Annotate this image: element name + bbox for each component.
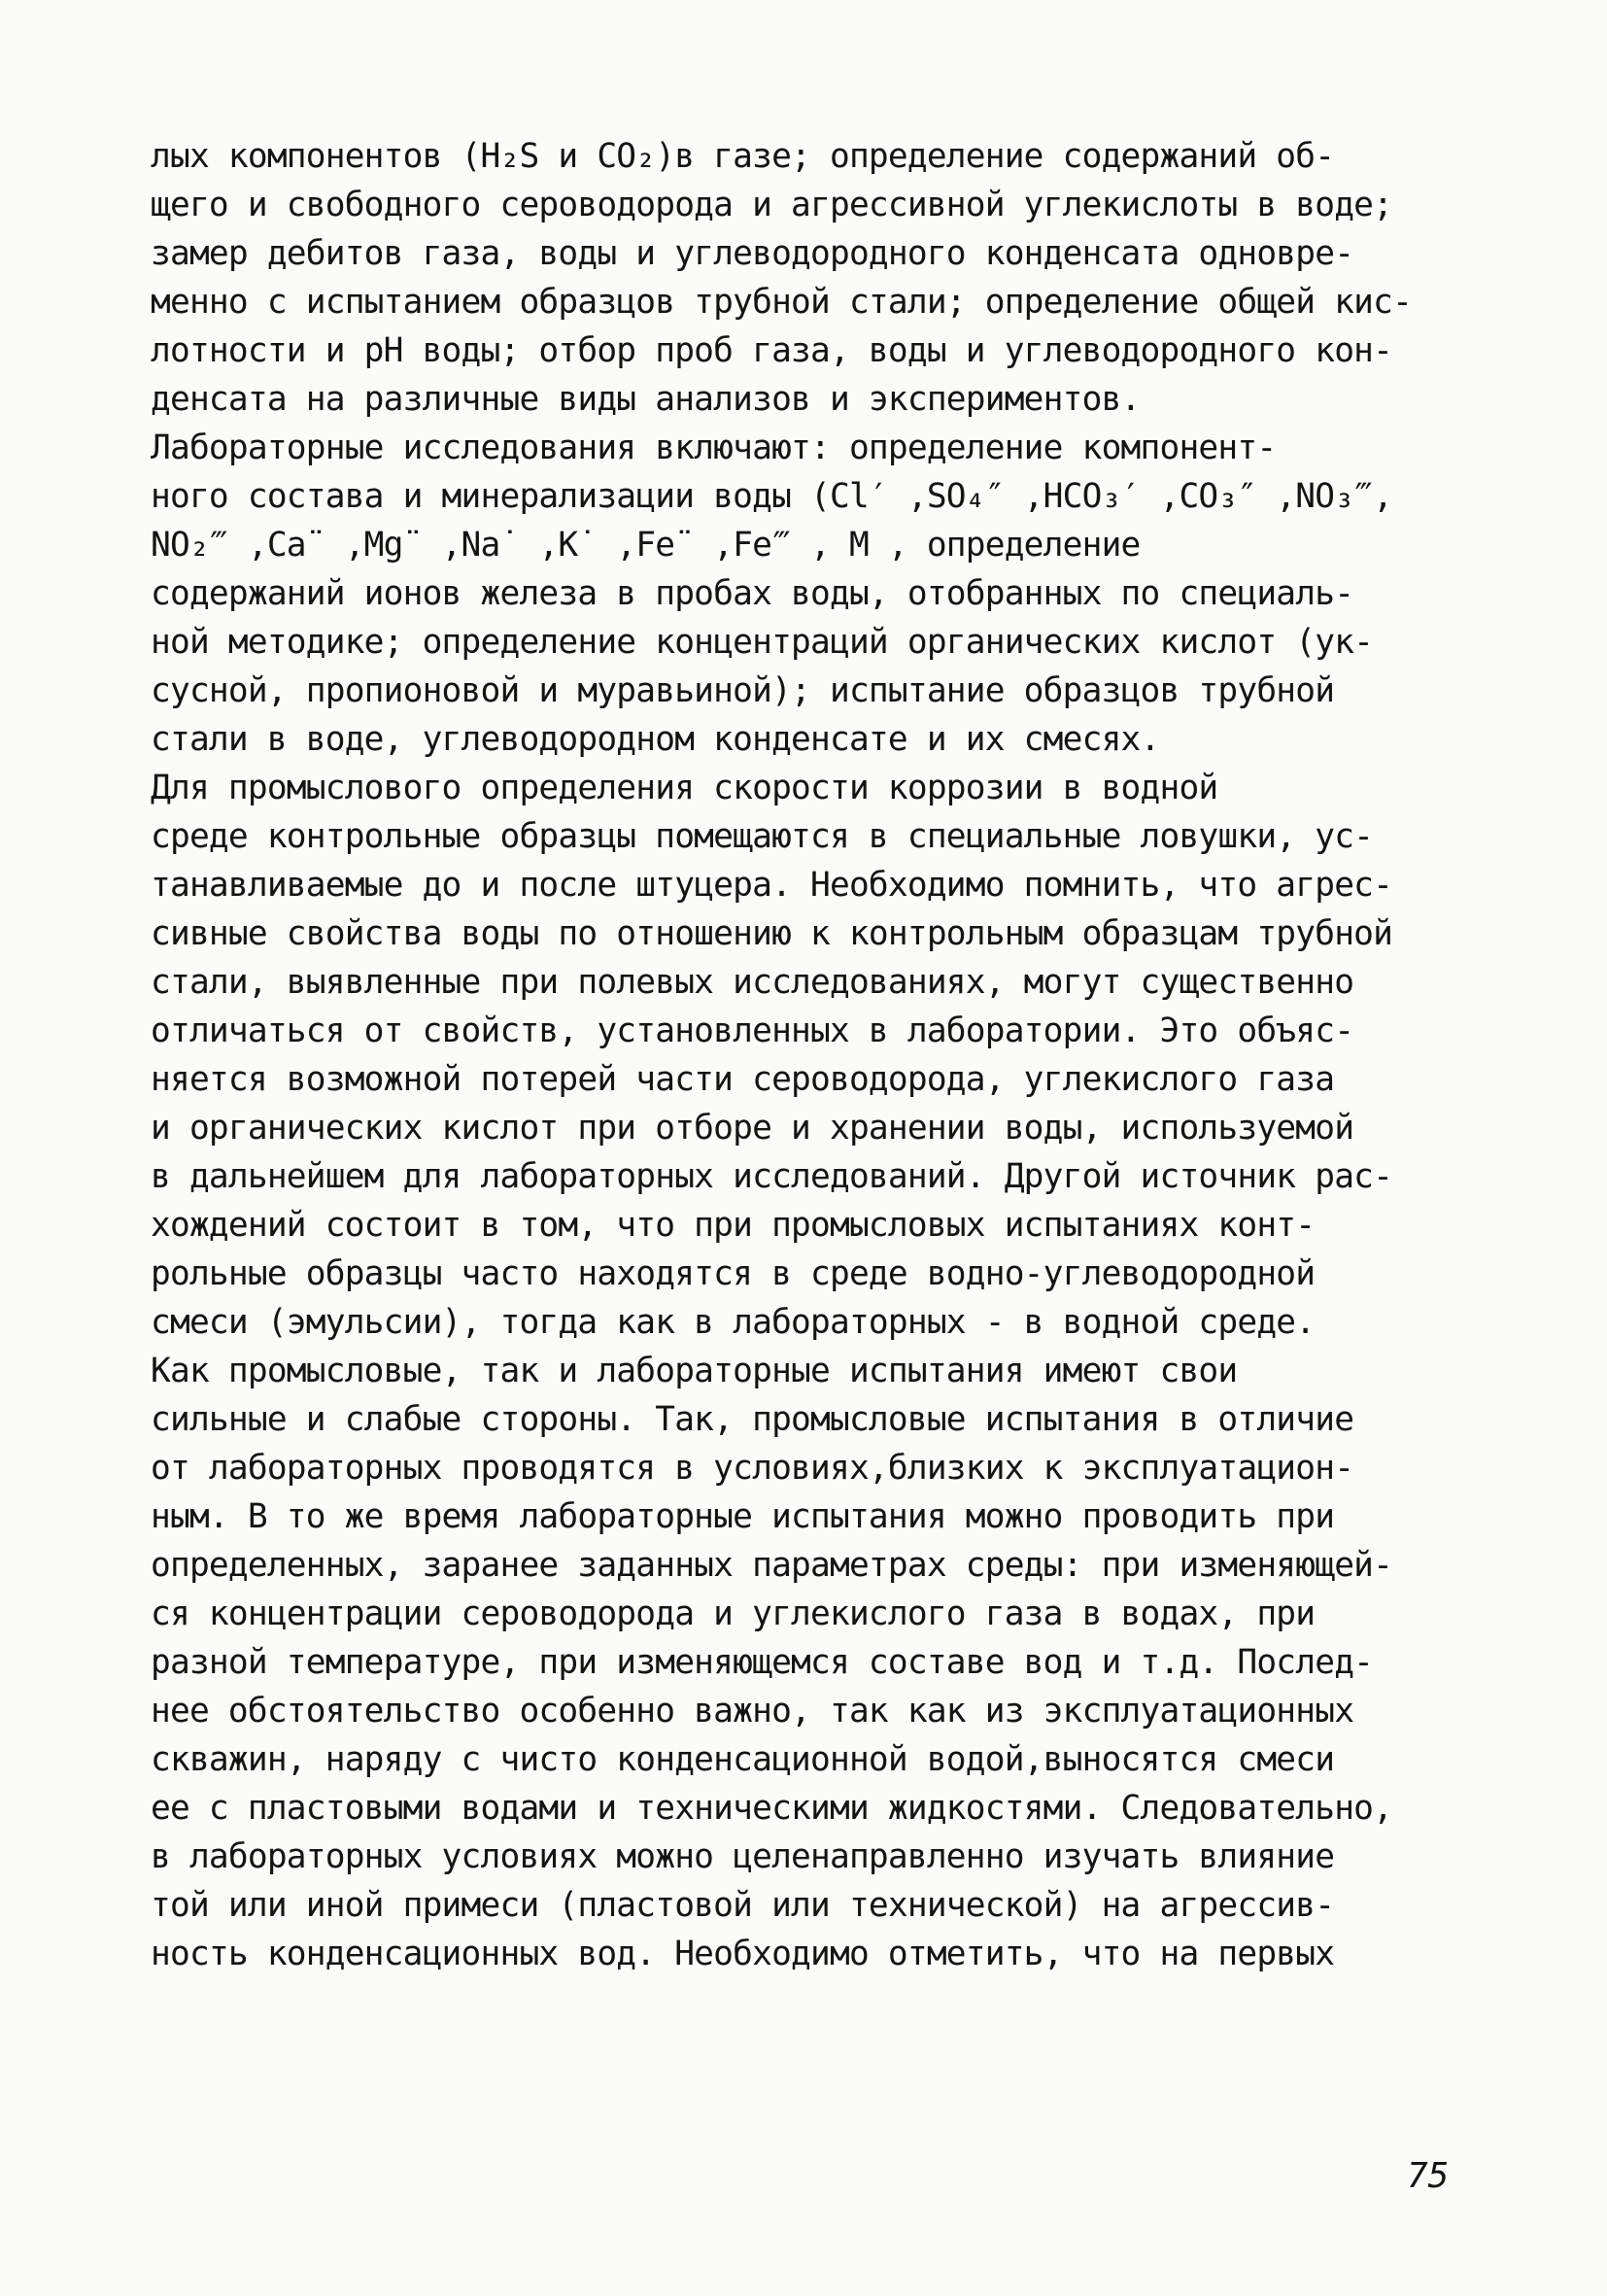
text-line: лых компонентов (H₂S и CO₂)в газе; определение содержаний об- xyxy=(151,137,1335,176)
text-line: Как промысловые, так и лабораторные испытания имеют свои xyxy=(151,1352,1238,1390)
text-line: нее обстоятельство особенно важно, так как из эксплуатационных xyxy=(151,1692,1354,1731)
page-number: 75 xyxy=(1407,2156,1450,2196)
text-line: ной методике; определение концентраций органических кислот (ук- xyxy=(151,623,1374,662)
text-line: денсата на различные виды анализов и экспериментов. xyxy=(151,380,1141,419)
text-line: содержаний ионов железа в пробах воды, отобранных по специаль- xyxy=(151,574,1354,613)
text-line: смеси (эмульсии), тогда как в лабораторных - в водной среде. xyxy=(151,1303,1316,1342)
text-line: в лабораторных условиях можно целенаправленно изучать влияние xyxy=(151,1837,1335,1876)
text-line: разной температуре, при изменяющемся составе вод и т.д. Послед- xyxy=(151,1643,1374,1682)
text-line: ного состава и минерализации воды (Cl′ ,SO₄″ ,HCO₃′ ,CO₃″ ,NO₃‴, xyxy=(151,477,1393,516)
text-line: лотности и pH воды; отбор проб газа, воды и углеводородного кон- xyxy=(151,331,1393,370)
text-line: среде контрольные образцы помещаются в специальные ловушки, ус- xyxy=(151,817,1374,856)
text-line: и органических кислот при отборе и хранении воды, используемой xyxy=(151,1109,1354,1148)
text-line: сильные и слабые стороны. Так, промысловые испытания в отличие xyxy=(151,1400,1354,1439)
text-line: хождений состоит в том, что при промысловых испытаниях конт- xyxy=(151,1206,1316,1245)
text-line: стали в воде, углеводородном конденсате и их смесях. xyxy=(151,720,1160,759)
text-line: сивные свойства воды по отношению к контрольным образцам трубной xyxy=(151,914,1393,953)
text-line: отличаться от свойств, установленных в лаборатории. Это объяс- xyxy=(151,1011,1354,1050)
text-line: замер дебитов газа, воды и углеводородного конденсата одновре- xyxy=(151,234,1354,273)
text-line: в дальнейшем для лабораторных исследований. Другой источник рас- xyxy=(151,1157,1393,1196)
text-line: скважин, наряду с чисто конденсационной водой,выносятся смеси xyxy=(151,1740,1335,1779)
text-line: менно с испытанием образцов трубной стали; определение общей кис- xyxy=(151,283,1413,322)
text-line: определенных, заранее заданных параметрах среды: при изменяющей- xyxy=(151,1546,1393,1585)
text-line: щего и свободного сероводорода и агрессивной углекислоты в воде; xyxy=(151,186,1393,224)
text-line: той или иной примеси (пластовой или технической) на агрессив- xyxy=(151,1886,1335,1925)
text-line: ным. В то же время лабораторные испытания можно проводить при xyxy=(151,1497,1335,1536)
text-line: танавливаемые до и после штуцера. Необходимо помнить, что агрес- xyxy=(151,866,1393,905)
text-line: няется возможной потерей части сероводорода, углекислого газа xyxy=(151,1060,1335,1099)
text-line: NO₂‴ ,Ca¨ ,Mg¨ ,Na˙ ,K˙ ,Fe¨ ,Fe‴ , M , определение xyxy=(151,526,1141,565)
text-line: стали, выявленные при полевых исследованиях, могут существенно xyxy=(151,963,1354,1002)
text-line: Для промыслового определения скорости коррозии в водной xyxy=(151,769,1218,807)
text-line: от лабораторных проводятся в условиях,близких к эксплуатацион- xyxy=(151,1449,1354,1488)
text-line: ность конденсационных вод. Необходимо отметить, что на первых xyxy=(151,1935,1335,1973)
text-line: Лабораторные исследования включают: определение компонент- xyxy=(151,428,1277,467)
text-line: сусной, пропионовой и муравьиной); испытание образцов трубной xyxy=(151,671,1335,710)
body-text xyxy=(151,132,1482,1978)
text-line: рольные образцы часто находятся в среде водно-углеводородной xyxy=(151,1254,1316,1293)
text-line: ее с пластовыми водами и техническими жидкостями. Следовательно, xyxy=(151,1789,1393,1828)
text-line: ся концентрации сероводорода и углекислого газа в водах, при xyxy=(151,1594,1316,1633)
